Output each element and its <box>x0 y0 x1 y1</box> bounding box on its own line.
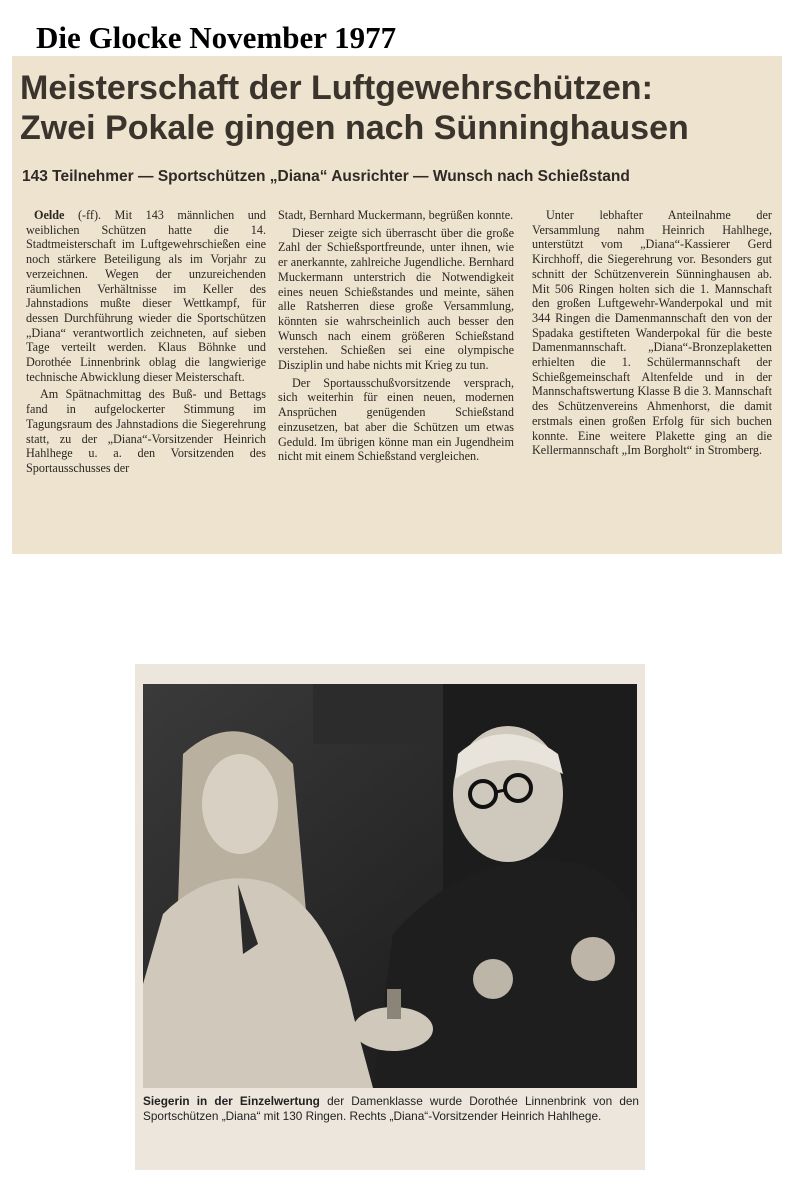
article-paragraph: Dieser zeigte sich überrascht über die große Zahl der Schießsportfreunde, unter ihnen, wie er anerkannte, zahlreiche Jugendliche. Bernhard Muckermann unterstrich die Notwendigkeit eines neuen Schießstandes und meinte, sähen alle Ratsherren diese große Versammlung, könnten sie wahrscheinlich auch besser den Wunsch nach einem größeren Schießstand verstehen. Schießen sei eine olympische Disziplin und habe nichts mit Krieg zu tun. <box>278 225 514 373</box>
headline-line-1: Meisterschaft der Luftgewehrschützen: <box>20 69 653 107</box>
photo-clipping <box>135 664 645 1170</box>
news-photo <box>143 684 637 1088</box>
article-column-2 <box>278 208 514 467</box>
article-column-1 <box>26 208 266 479</box>
article-clipping <box>12 56 782 554</box>
headline-line-2: Zwei Pokale gingen nach Sünninghausen <box>20 109 689 147</box>
caption-text: der Damenklasse wurde Dorothée Linnenbrink von den Sportschützen „Diana“ mit 130 Ringen. Rechts „Diana“-Vorsitzender Heinrich Hahlhege. <box>143 1094 639 1123</box>
paragraph-text: (-ff). Mit 143 männlichen und weiblichen Schützen hatte die 14. Stadtmeisterschaft im Luftgewehrschießen eine noch stärkere Beteiligung als im Vorjahr zu verzeichnen. Wegen der unzureichenden räumlichen Verhältnisse im Keller des Jahnstadions mußte dieser Wettkampf, für dessen Durchführung wieder die Sportschützen „Diana“ verantwortlich zeichneten, auf sieben Tage verteilt werden. Klaus Böhnke und Dorothée Linnenbrink oblag die langwierige technische Abwicklung dieser Meisterschaft. <box>26 208 266 384</box>
article-paragraph <box>26 208 266 384</box>
article-paragraph: Am Spätnachmittag des Buß- und Bettags fand in aufgelockerter Stimmung im Tagungsraum des Jahnstadions die Siegerehrung statt, zu der „Diana“-Vorsitzender Heinrich Hahlhege u. a. den Vorsitzenden des Sportausschusses der <box>26 387 266 475</box>
article-headline <box>20 68 776 148</box>
photo-illustration <box>143 684 637 1088</box>
article-paragraph: Unter lebhafter Anteilnahme der Versammlung nahm Heinrich Hahlhege, unterstützt vom „Diana“-Kassierer Gerd Kirchhoff, die Siegerehrung vor. Besonders gut schnitt der Schützenverein Sünninghausen ab. Mit 506 Ringen holten sich die 1. Mannschaft den großen Luftgewehr-Wanderpokal und mit 344 Ringen die Damenmannschaft den von der Spadaka gestifteten Wanderpokal für die beste Damenmannschaft. „Diana“-Bronzeplaketten erhielten die 1. Schülermannschaft der Schießgemeinschaft Altenfelde und in der Mannschaftswertung Klasse B die 3. Mannschaft des Schützenvereins Ahmenhorst, die damit erstmals einen großen Erfolg für sich buchen konnte. Eine weitere Plakette ging an die Kellermannschaft „Im Borgholt“ in Stromberg. <box>532 208 772 458</box>
article-subheadline: 143 Teilnehmer — Sportschützen „Diana“ Ausrichter — Wunsch nach Schießstand <box>22 168 630 185</box>
photo-caption <box>143 1094 639 1123</box>
source-title: Die Glocke November 1977 <box>36 20 397 55</box>
caption-lead: Siegerin in der Einzelwertung <box>143 1094 320 1108</box>
article-column-3 <box>532 208 772 461</box>
article-paragraph: Stadt, Bernhard Muckermann, begrüßen konnte. <box>278 208 514 222</box>
article-paragraph: Der Sportausschußvorsitzende versprach, sich weiterhin für einen neuen, modernen Ansprüchen genügenden Schießstand einzusetzen, bat aber die Schützen um etwas Geduld. Im übrigen könne man ein Jugendheim nicht mit einem Schießstand vergleichen. <box>278 375 514 464</box>
dateline: Oelde <box>34 208 65 222</box>
